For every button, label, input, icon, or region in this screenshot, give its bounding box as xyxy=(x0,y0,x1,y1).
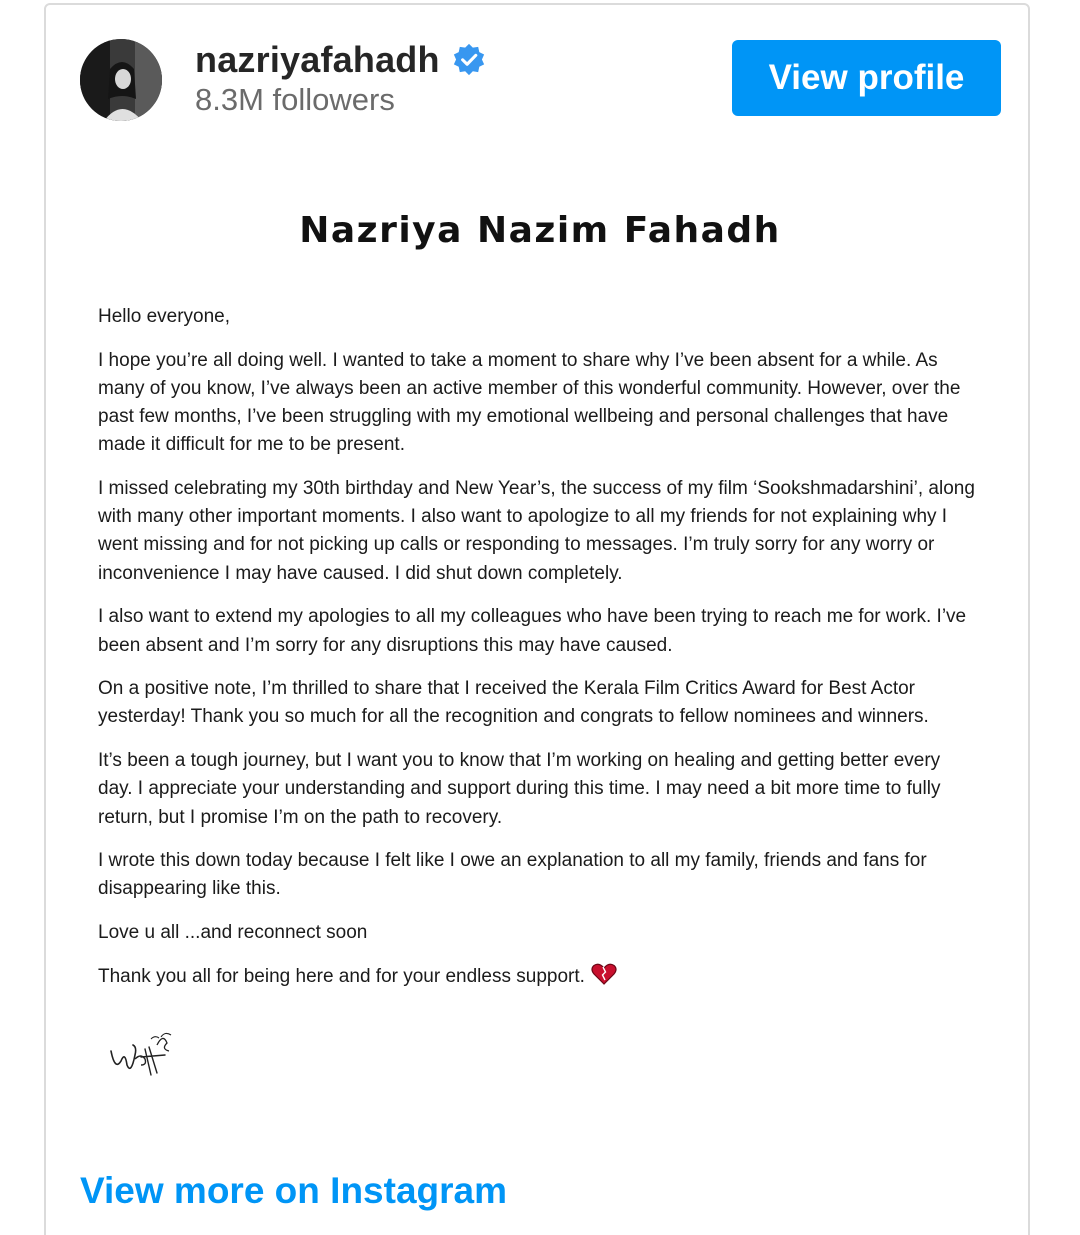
handwritten-signature xyxy=(105,1025,177,1081)
verified-badge-icon xyxy=(452,43,486,77)
letter-paragraph: I hope you’re all doing well. I wanted to take a moment to share why I’ve been absent for a while. As many of you know, I’ve always been an active member of this wonderful community. However, over the past few months, I’ve been struggling with my emotional wellbeing and personal challenges that have made it difficult for me to be present. xyxy=(98,349,961,456)
view-profile-button[interactable]: View profile xyxy=(732,40,1001,116)
letter-closing-line xyxy=(98,963,978,994)
profile-avatar[interactable] xyxy=(80,39,162,121)
view-more-on-instagram-link[interactable]: View more on Instagram xyxy=(80,1170,507,1211)
letter-paragraph: I wrote this down today because I felt like I owe an explanation to all my family, friends and fans for disappearing like this. xyxy=(98,850,927,900)
letter-paragraph: It’s been a tough journey, but I want you to know that I’m working on healing and getting better every day. I appreciate your understanding and support during this time. I may need a bit more time to fully return, but I promise I’m on the path to recovery. xyxy=(98,750,941,828)
letter-closing: Thank you all for being here and for your endless support. xyxy=(98,965,585,987)
heart-emoji-icon xyxy=(591,963,617,994)
letter-greeting: Hello everyone, xyxy=(98,306,231,327)
letter-paragraph: I missed celebrating my 30th birthday and New Year’s, the success of my film ‘Sookshmadarshini’, along with many other important moments. I also want to apologize to all my friends for not explaining why I went missing and for not picking up calls or responding to messages. I’m truly sorry for any worry or inconvenience I may have caused. I did shut down completely. xyxy=(98,478,975,584)
letter-paragraph: Love u all ...and reconnect soon xyxy=(98,922,368,944)
letter-paragraph: I also want to extend my apologies to all my colleagues who have been trying to reach me for work. I’ve been absent and I’m sorry for any disruptions this may have caused. xyxy=(98,606,967,656)
follower-count: 8.3M followers xyxy=(195,82,395,117)
profile-header xyxy=(195,36,486,84)
letter-paragraph: On a positive note, I’m thrilled to share that I received the Kerala Film Critics Award for Best Actor yesterday! Thank you so much for all the recognition and congrats to fellow nominees and winners. xyxy=(98,678,929,728)
username[interactable]: nazriyafahadh xyxy=(195,39,440,80)
letter-title: Nazriya Nazim Fahadh xyxy=(299,210,781,251)
letter-body xyxy=(98,303,978,1010)
